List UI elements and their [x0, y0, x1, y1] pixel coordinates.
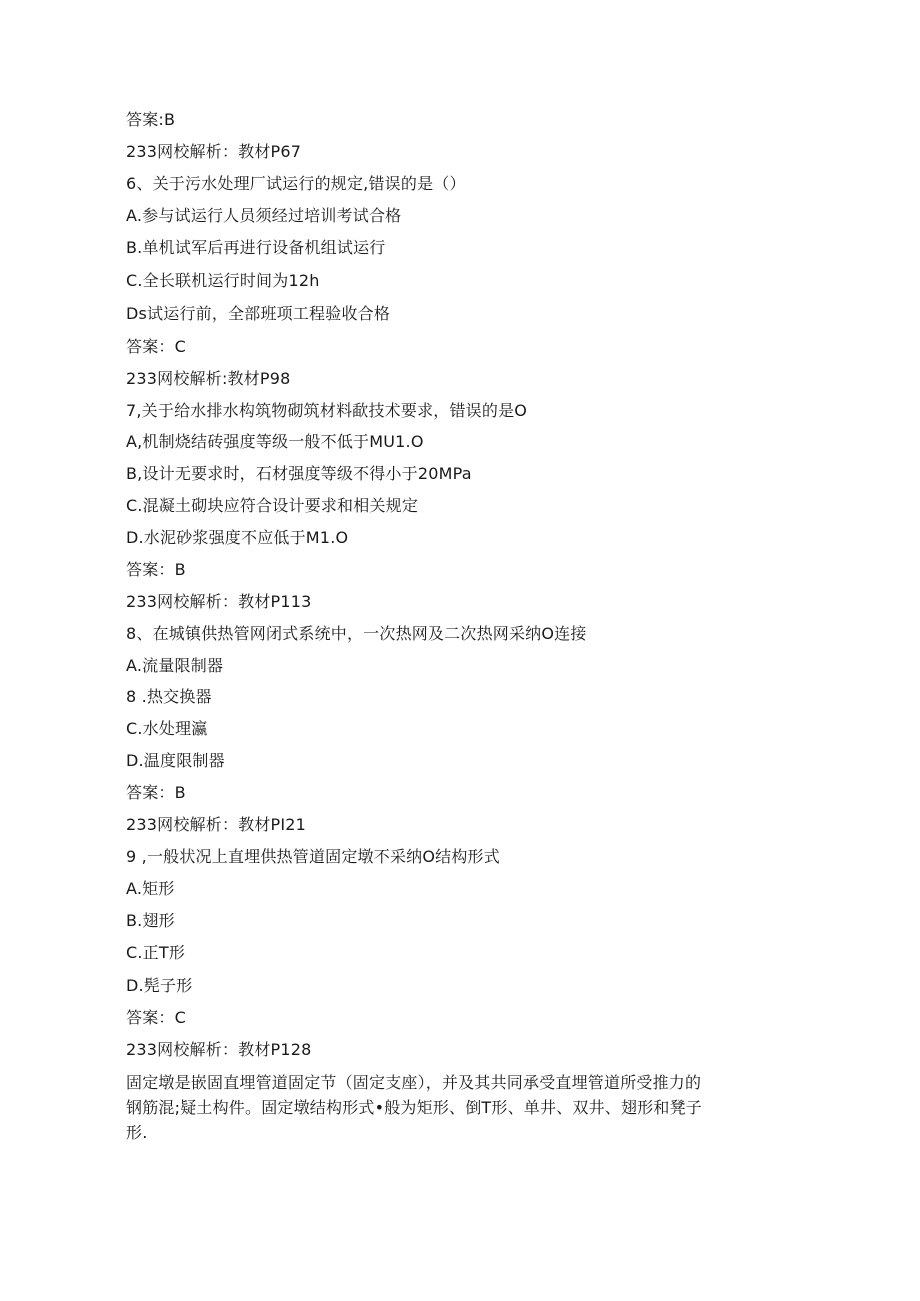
question-9: 9 ,一般状况上直埋供热管道固定墩不采纳O结构形式	[126, 847, 500, 866]
paragraph-line: 固定墩是嵌固直埋管道固定节（固定支座），并及其共同承受直埋管道所受推力的	[126, 1073, 702, 1092]
option-b: B.单机试军后再进行设备机组试运行	[126, 238, 386, 257]
answer-line: 答案：C	[126, 337, 186, 356]
answer-line: 答案:B	[126, 110, 176, 129]
analysis-line: 233网校解析：教材P67	[126, 142, 302, 161]
paragraph-line: 钢筋混;疑土构件。固定墩结构形式•般为矩形、倒T形、单井、双井、翅形和凳子	[126, 1098, 703, 1117]
question-7: 7,关于给水排水构筑物砌筑材料歃技术要求，错误的是O	[126, 401, 528, 420]
option-c: C.混凝土砌块应符合设计要求和相关规定	[126, 496, 419, 515]
option-d: D.髡子形	[126, 976, 193, 995]
analysis-line: 233网校解析：教材PI21	[126, 815, 307, 834]
answer-line: 答案：B	[126, 560, 186, 579]
question-6: 6、关于污水处理厂试运行的规定,错误的是（）	[126, 174, 466, 193]
answer-line: 答案：B	[126, 783, 186, 802]
option-c: C.全长联机运行时间为12h	[126, 271, 320, 290]
option-b: B.翅形	[126, 911, 175, 930]
paragraph-line: 形.	[126, 1123, 148, 1142]
option-b: B,设计无要求时，石材强度等级不得小于20MPa	[126, 464, 472, 483]
question-8: 8、在城镇供热管网闭式系统中，一次热网及二次热网采纳O连接	[126, 624, 587, 643]
option-c: C.水处理瀛	[126, 719, 208, 738]
analysis-line: 233网校解析：教材P128	[126, 1040, 312, 1059]
option-d: D.温度限制器	[126, 751, 225, 770]
explanation-paragraph	[126, 1070, 806, 1145]
option-a: A.矩形	[126, 879, 175, 898]
option-c: C.正T形	[126, 943, 186, 962]
analysis-line: 233网校解析：教材P113	[126, 592, 312, 611]
option-a: A,机制烧结砖强度等级一般不低于MU1.O	[126, 432, 424, 451]
answer-line: 答案：C	[126, 1008, 186, 1027]
option-b: 8 .热交换器	[126, 687, 212, 706]
option-d: Ds试运行前，全部班项工程验收合格	[126, 304, 391, 323]
analysis-line: 233网校解析:教材P98	[126, 369, 291, 388]
option-a: A.参与试运行人员须经过培训考试合格	[126, 206, 402, 225]
option-a: A.流量限制器	[126, 656, 224, 675]
option-d: D.水泥砂浆强度不应低于M1.O	[126, 528, 349, 547]
